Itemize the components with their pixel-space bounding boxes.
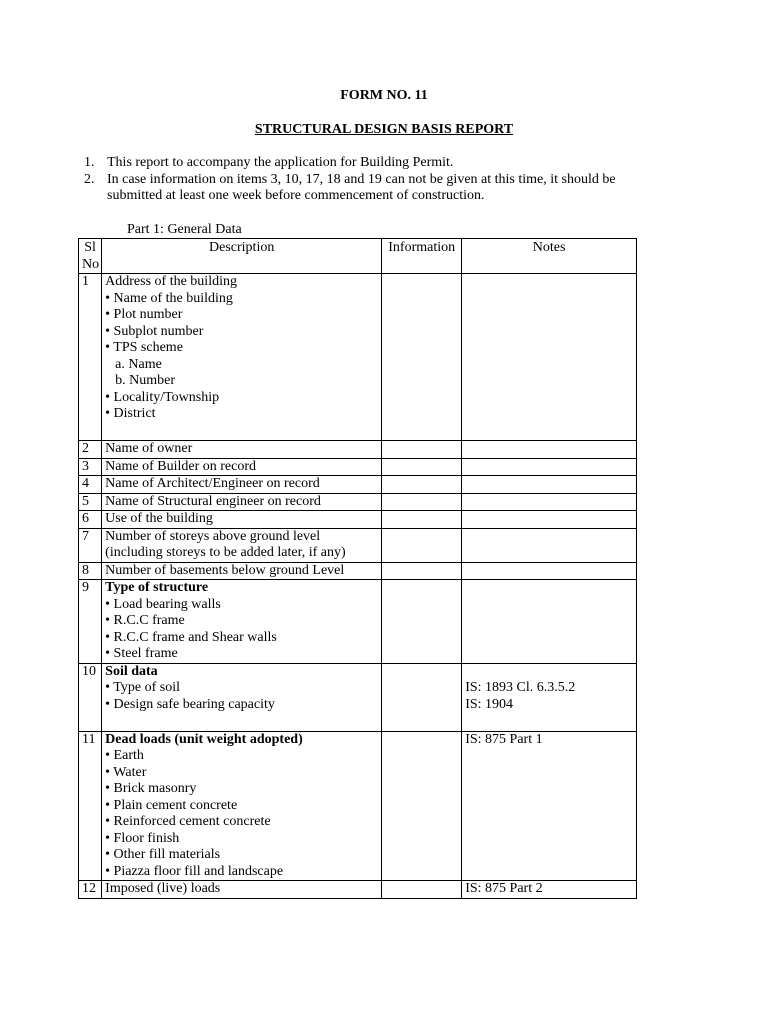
information-cell[interactable] xyxy=(382,528,462,562)
row-number: 1 xyxy=(79,274,102,441)
row-number: 8 xyxy=(79,562,102,580)
row-description: Name of owner xyxy=(102,441,382,459)
information-cell[interactable] xyxy=(382,458,462,476)
description-heading: Dead loads (unit weight adopted) xyxy=(105,731,303,747)
table-row xyxy=(79,458,637,476)
row-description: Imposed (live) loads xyxy=(102,881,382,899)
information-cell[interactable] xyxy=(382,562,462,580)
form-number: FORM NO. 11 xyxy=(340,88,428,103)
description-line: • R.C.C frame and Shear walls xyxy=(105,629,277,645)
information-cell[interactable] xyxy=(382,580,462,664)
row-description xyxy=(102,663,382,731)
row-description: Number of storeys above ground level (including storeys to be added later, if any) xyxy=(102,528,382,562)
table-header-row xyxy=(79,239,637,274)
table-row xyxy=(79,274,637,441)
instruction-number: 1. xyxy=(84,155,95,170)
information-cell[interactable] xyxy=(382,731,462,881)
notes-line: IS: 1904 xyxy=(465,696,514,712)
notes-cell xyxy=(462,528,637,562)
instructions-list xyxy=(84,155,644,205)
description-heading: Type of structure xyxy=(105,580,209,595)
row-number: 11 xyxy=(79,731,102,881)
information-cell[interactable] xyxy=(382,274,462,441)
instruction-text: This report to accompany the application for Building Permit. xyxy=(107,155,454,170)
description-line: • Water xyxy=(105,764,147,780)
general-data-table xyxy=(78,238,637,899)
description-line: • Plot number xyxy=(105,307,183,322)
notes-line: IS: 1893 Cl. 6.3.5.2 xyxy=(465,680,576,695)
row-number: 6 xyxy=(79,511,102,529)
description-line: • Other fill materials xyxy=(105,847,221,862)
instruction-item xyxy=(84,155,644,172)
row-number: 7 xyxy=(79,528,102,562)
row-number: 5 xyxy=(79,493,102,511)
description-line: Address of the building xyxy=(105,274,237,289)
description-line: • TPS scheme xyxy=(105,340,183,355)
row-description: Name of Architect/Engineer on record xyxy=(102,476,382,494)
row-description xyxy=(102,580,382,664)
part-title: Part 1: General Data xyxy=(127,222,242,237)
description-line: a. Name xyxy=(115,356,162,372)
description-line: • Plain cement concrete xyxy=(105,797,238,813)
information-cell[interactable] xyxy=(382,476,462,494)
row-description: Use of the building xyxy=(102,511,382,529)
instruction-text: In case information on items 3, 10, 17, 18 and 19 can not be given at this time, it should be submitted at least one week before commencement of construction. xyxy=(107,171,616,203)
row-description xyxy=(102,731,382,881)
description-line: • Piazza floor fill and landscape xyxy=(105,863,284,879)
table-row xyxy=(79,580,637,664)
instruction-number: 2. xyxy=(84,171,95,187)
description-line: • R.C.C frame xyxy=(105,613,185,628)
description-heading: Soil data xyxy=(105,663,158,679)
information-cell[interactable] xyxy=(382,493,462,511)
description-line: • District xyxy=(105,406,156,421)
description-line: • Locality/Township xyxy=(105,389,220,405)
notes-cell xyxy=(462,511,637,529)
report-title: STRUCTURAL DESIGN BASIS REPORT xyxy=(254,122,514,137)
row-description: Number of basements below ground Level xyxy=(102,562,382,580)
description-line: • Steel frame xyxy=(105,646,178,661)
description-line: • Reinforced cement concrete xyxy=(105,814,271,829)
notes-cell xyxy=(462,562,637,580)
table-row xyxy=(79,881,637,899)
table-row xyxy=(79,562,637,580)
description-line: • Floor finish xyxy=(105,830,180,846)
information-cell[interactable] xyxy=(382,881,462,899)
row-number: 3 xyxy=(79,458,102,476)
row-description: Name of Structural engineer on record xyxy=(102,493,382,511)
notes-cell xyxy=(462,458,637,476)
header-description: Description xyxy=(102,239,382,274)
row-number: 12 xyxy=(79,881,102,899)
table-row xyxy=(79,731,637,881)
header-sl-no: Sl No xyxy=(79,239,102,274)
information-cell[interactable] xyxy=(382,511,462,529)
instruction-item xyxy=(84,172,644,205)
notes-cell xyxy=(462,580,637,664)
notes-cell: IS: 875 Part 2 xyxy=(462,881,637,899)
row-number: 10 xyxy=(79,663,102,731)
description-line: • Design safe bearing capacity xyxy=(105,696,275,712)
description-line: • Type of soil xyxy=(105,680,180,695)
table-row xyxy=(79,441,637,459)
row-number: 9 xyxy=(79,580,102,664)
header-information: Information xyxy=(382,239,462,274)
table-row xyxy=(79,663,637,731)
row-description: Name of Builder on record xyxy=(102,458,382,476)
row-number: 4 xyxy=(79,476,102,494)
description-line: • Name of the building xyxy=(105,290,233,306)
table-row xyxy=(79,511,637,529)
description-line: • Load bearing walls xyxy=(105,596,221,612)
description-line: • Brick masonry xyxy=(105,781,197,796)
notes-cell xyxy=(462,493,637,511)
notes-cell xyxy=(462,476,637,494)
header-notes: Notes xyxy=(462,239,637,274)
notes-cell xyxy=(462,663,637,731)
notes-cell: IS: 875 Part 1 xyxy=(462,731,637,881)
table-row xyxy=(79,493,637,511)
description-line: • Earth xyxy=(105,748,144,763)
table-row xyxy=(79,528,637,562)
notes-cell xyxy=(462,441,637,459)
description-line: • Subplot number xyxy=(105,323,204,339)
row-description xyxy=(102,274,382,441)
row-number: 2 xyxy=(79,441,102,459)
notes-cell xyxy=(462,274,637,441)
description-line: b. Number xyxy=(115,373,176,388)
information-cell[interactable] xyxy=(382,663,462,731)
information-cell[interactable] xyxy=(382,441,462,459)
table-row xyxy=(79,476,637,494)
